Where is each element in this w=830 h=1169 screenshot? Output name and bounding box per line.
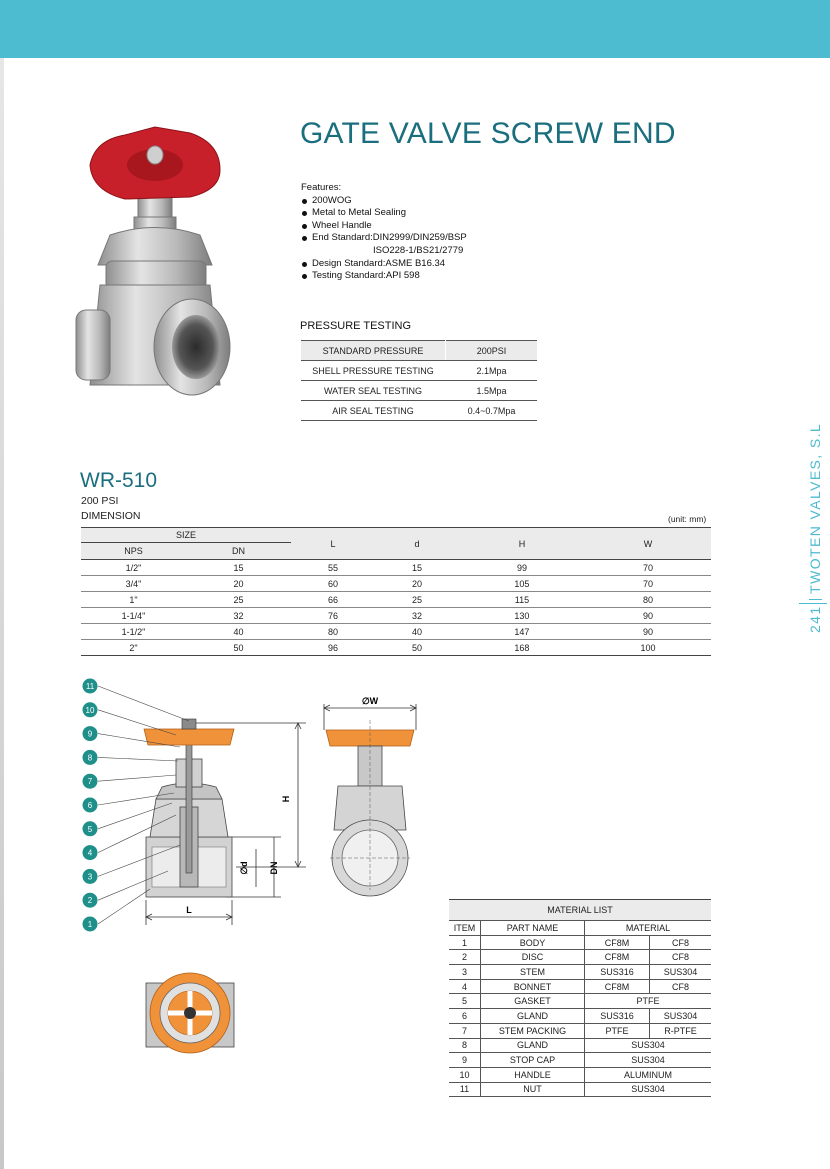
col-header-l: L <box>291 528 375 560</box>
callout-number: 9 <box>87 729 93 739</box>
material-row <box>449 1082 711 1097</box>
material-value-2: CF8 <box>650 935 712 950</box>
side-view-drawing <box>320 690 420 890</box>
cell-l: 80 <box>291 624 375 640</box>
cell-d: 32 <box>375 608 459 624</box>
dim-label-w: ∅W <box>361 696 379 706</box>
callout-leader <box>98 775 176 781</box>
material-item: 3 <box>449 965 481 980</box>
callout-number: 2 <box>87 896 93 906</box>
cell-dn: 20 <box>186 576 291 592</box>
cell-d: 15 <box>375 560 459 576</box>
material-value-2: CF8 <box>650 979 712 994</box>
material-item: 2 <box>449 950 481 965</box>
feature-text: Testing Standard:API 598 <box>312 270 420 282</box>
cell-l: 60 <box>291 576 375 592</box>
pressure-testing-table <box>301 340 537 421</box>
material-row <box>449 935 711 950</box>
col-header-d: d <box>375 528 459 560</box>
dim-label-l: L <box>186 905 192 915</box>
material-value-2: CF8 <box>650 950 712 965</box>
material-value: SUS304 <box>585 1038 712 1053</box>
cell-dn: 32 <box>186 608 291 624</box>
dimension-row <box>81 560 711 576</box>
cell-nps: 3/4" <box>81 576 186 592</box>
pressure-test-value: 200PSI <box>446 341 538 361</box>
cell-h: 99 <box>459 560 585 576</box>
material-item: 11 <box>449 1082 481 1097</box>
mat-header-part: PART NAME <box>481 921 585 936</box>
material-item: 1 <box>449 935 481 950</box>
pressure-row <box>301 361 537 381</box>
cell-dn: 50 <box>186 640 291 656</box>
material-value: SUS304 <box>585 1053 712 1068</box>
cell-nps: 1-1/4" <box>81 608 186 624</box>
dim-label-h: H <box>281 795 291 803</box>
features-heading: Features: <box>301 182 342 193</box>
material-row <box>449 1053 711 1068</box>
material-item: 5 <box>449 994 481 1009</box>
dimension-label: DIMENSION <box>81 510 141 522</box>
material-value-1: SUS316 <box>585 1009 650 1024</box>
cell-l: 55 <box>291 560 375 576</box>
material-value-2: R-PTFE <box>650 1023 712 1038</box>
feature-item <box>301 207 467 220</box>
pressure-row <box>301 341 537 361</box>
callout-number: 1 <box>87 920 93 929</box>
features-block <box>301 182 467 283</box>
callout-number: 4 <box>87 848 93 858</box>
cell-l: 76 <box>291 608 375 624</box>
side-tab <box>784 422 830 638</box>
material-value: ALUMINUM <box>585 1067 712 1082</box>
pressure-test-name: WATER SEAL TESTING <box>301 381 446 401</box>
mat-header-item: ITEM <box>449 921 481 936</box>
material-item: 10 <box>449 1067 481 1082</box>
material-part: STEM <box>481 965 585 980</box>
dimension-row <box>81 640 711 656</box>
material-value-1: PTFE <box>585 1023 650 1038</box>
cell-d: 25 <box>375 592 459 608</box>
valve-photo <box>70 125 250 425</box>
cell-nps: 2" <box>81 640 186 656</box>
pressure-test-name: SHELL PRESSURE TESTING <box>301 361 446 381</box>
material-list-table <box>449 899 711 1097</box>
cell-h: 115 <box>459 592 585 608</box>
cell-dn: 40 <box>186 624 291 640</box>
dimension-row <box>81 608 711 624</box>
cell-h: 147 <box>459 624 585 640</box>
cell-w: 90 <box>585 624 711 640</box>
section-drawing <box>76 675 306 945</box>
callout-number: 10 <box>85 705 95 715</box>
feature-item <box>301 220 467 233</box>
material-value-1: SUS316 <box>585 965 650 980</box>
cell-h: 105 <box>459 576 585 592</box>
cell-nps: 1/2" <box>81 560 186 576</box>
material-item: 8 <box>449 1038 481 1053</box>
feature-item <box>301 270 467 283</box>
material-row <box>449 979 711 994</box>
company-name: TWOTEN VALVES, S.L <box>807 422 823 594</box>
cell-w: 90 <box>585 608 711 624</box>
model-number: WR-510 <box>80 469 158 492</box>
material-row <box>449 1023 711 1038</box>
feature-item <box>301 245 467 258</box>
cell-w: 80 <box>585 592 711 608</box>
dim-label-d: ∅d <box>239 861 249 875</box>
cell-nps: 1-1/2" <box>81 624 186 640</box>
callout-number: 3 <box>87 872 93 882</box>
cell-h: 130 <box>459 608 585 624</box>
cell-w: 70 <box>585 560 711 576</box>
top-view-drawing <box>140 965 240 1065</box>
page-number: 241 <box>807 605 823 633</box>
callout-leader <box>98 686 189 721</box>
material-part: GASKET <box>481 994 585 1009</box>
cell-l: 96 <box>291 640 375 656</box>
material-part: STEM PACKING <box>481 1023 585 1038</box>
pressure-row <box>301 401 537 421</box>
dimension-row <box>81 592 711 608</box>
pressure-test-value: 1.5Mpa <box>446 381 538 401</box>
material-row <box>449 1067 711 1082</box>
callout-number: 6 <box>87 801 93 810</box>
page-edge <box>0 58 4 1169</box>
callout-number: 8 <box>87 753 93 763</box>
col-header-w: W <box>585 528 711 560</box>
material-value: SUS304 <box>585 1082 712 1097</box>
material-row <box>449 965 711 980</box>
header-band <box>0 0 830 58</box>
feature-text: Metal to Metal Sealing <box>312 207 406 219</box>
mat-header-material: MATERIAL <box>585 921 712 936</box>
col-header-dn: DN <box>186 543 291 560</box>
material-value-1: CF8M <box>585 979 650 994</box>
feature-item <box>301 232 467 245</box>
features-list <box>301 195 467 283</box>
material-row <box>449 950 711 965</box>
material-item: 9 <box>449 1053 481 1068</box>
feature-text: Design Standard:ASME B16.34 <box>312 257 446 269</box>
pressure-row <box>301 381 537 401</box>
pressure-testing-title: PRESSURE TESTING <box>300 320 412 332</box>
cell-w: 70 <box>585 576 711 592</box>
pressure-test-name: AIR SEAL TESTING <box>301 401 446 421</box>
material-item: 6 <box>449 1009 481 1024</box>
feature-text: Wheel Handle <box>312 219 372 231</box>
material-row <box>449 1009 711 1024</box>
feature-item <box>301 195 467 208</box>
material-part: BODY <box>481 935 585 950</box>
cell-nps: 1" <box>81 592 186 608</box>
material-part: NUT <box>481 1082 585 1097</box>
feature-text: 200WOG <box>312 194 352 206</box>
material-value-2: SUS304 <box>650 1009 712 1024</box>
cell-dn: 25 <box>186 592 291 608</box>
unit-note: (unit: mm) <box>668 514 707 524</box>
material-row <box>449 994 711 1009</box>
callout-number: 7 <box>87 777 93 787</box>
col-header-nps: NPS <box>81 543 186 560</box>
callout-number: 5 <box>87 824 93 834</box>
pressure-test-name: STANDARD PRESSURE <box>301 341 446 361</box>
cell-d: 40 <box>375 624 459 640</box>
cell-d: 20 <box>375 576 459 592</box>
dimension-row <box>81 624 711 640</box>
material-value-1: CF8M <box>585 950 650 965</box>
page-title: GATE VALVE SCREW END <box>300 117 676 150</box>
callout-number: 11 <box>85 682 95 691</box>
pressure-test-value: 2.1Mpa <box>446 361 538 381</box>
cell-l: 66 <box>291 592 375 608</box>
material-part: GLAND <box>481 1038 585 1053</box>
callout-leader <box>98 889 150 924</box>
material-row <box>449 1038 711 1053</box>
side-label <box>807 423 823 633</box>
material-value-1: CF8M <box>585 935 650 950</box>
cell-dn: 15 <box>186 560 291 576</box>
material-part: GLAND <box>481 1009 585 1024</box>
dimension-row <box>81 576 711 592</box>
cell-d: 50 <box>375 640 459 656</box>
size-header: SIZE <box>81 528 291 543</box>
material-value: PTFE <box>585 994 712 1009</box>
dimension-table <box>81 527 711 656</box>
callout-leader <box>98 710 176 735</box>
pressure-test-value: 0.4~0.7Mpa <box>446 401 538 421</box>
cell-w: 100 <box>585 640 711 656</box>
dim-label-dn: DN <box>269 861 279 875</box>
material-part: DISC <box>481 950 585 965</box>
pressure-rating: 200 PSI <box>81 495 119 507</box>
material-part: HANDLE <box>481 1067 585 1082</box>
cell-h: 168 <box>459 640 585 656</box>
feature-text: ISO228-1/BS21/2779 <box>373 244 464 256</box>
material-item: 7 <box>449 1023 481 1038</box>
callout-leader <box>98 757 178 761</box>
material-list-title: MATERIAL LIST <box>449 900 711 921</box>
material-item: 4 <box>449 979 481 994</box>
material-part: BONNET <box>481 979 585 994</box>
material-part: STOP CAP <box>481 1053 585 1068</box>
material-value-2: SUS304 <box>650 965 712 980</box>
feature-text: End Standard:DIN2999/DIN259/BSP <box>312 232 467 244</box>
feature-item <box>301 258 467 271</box>
col-header-h: H <box>459 528 585 560</box>
